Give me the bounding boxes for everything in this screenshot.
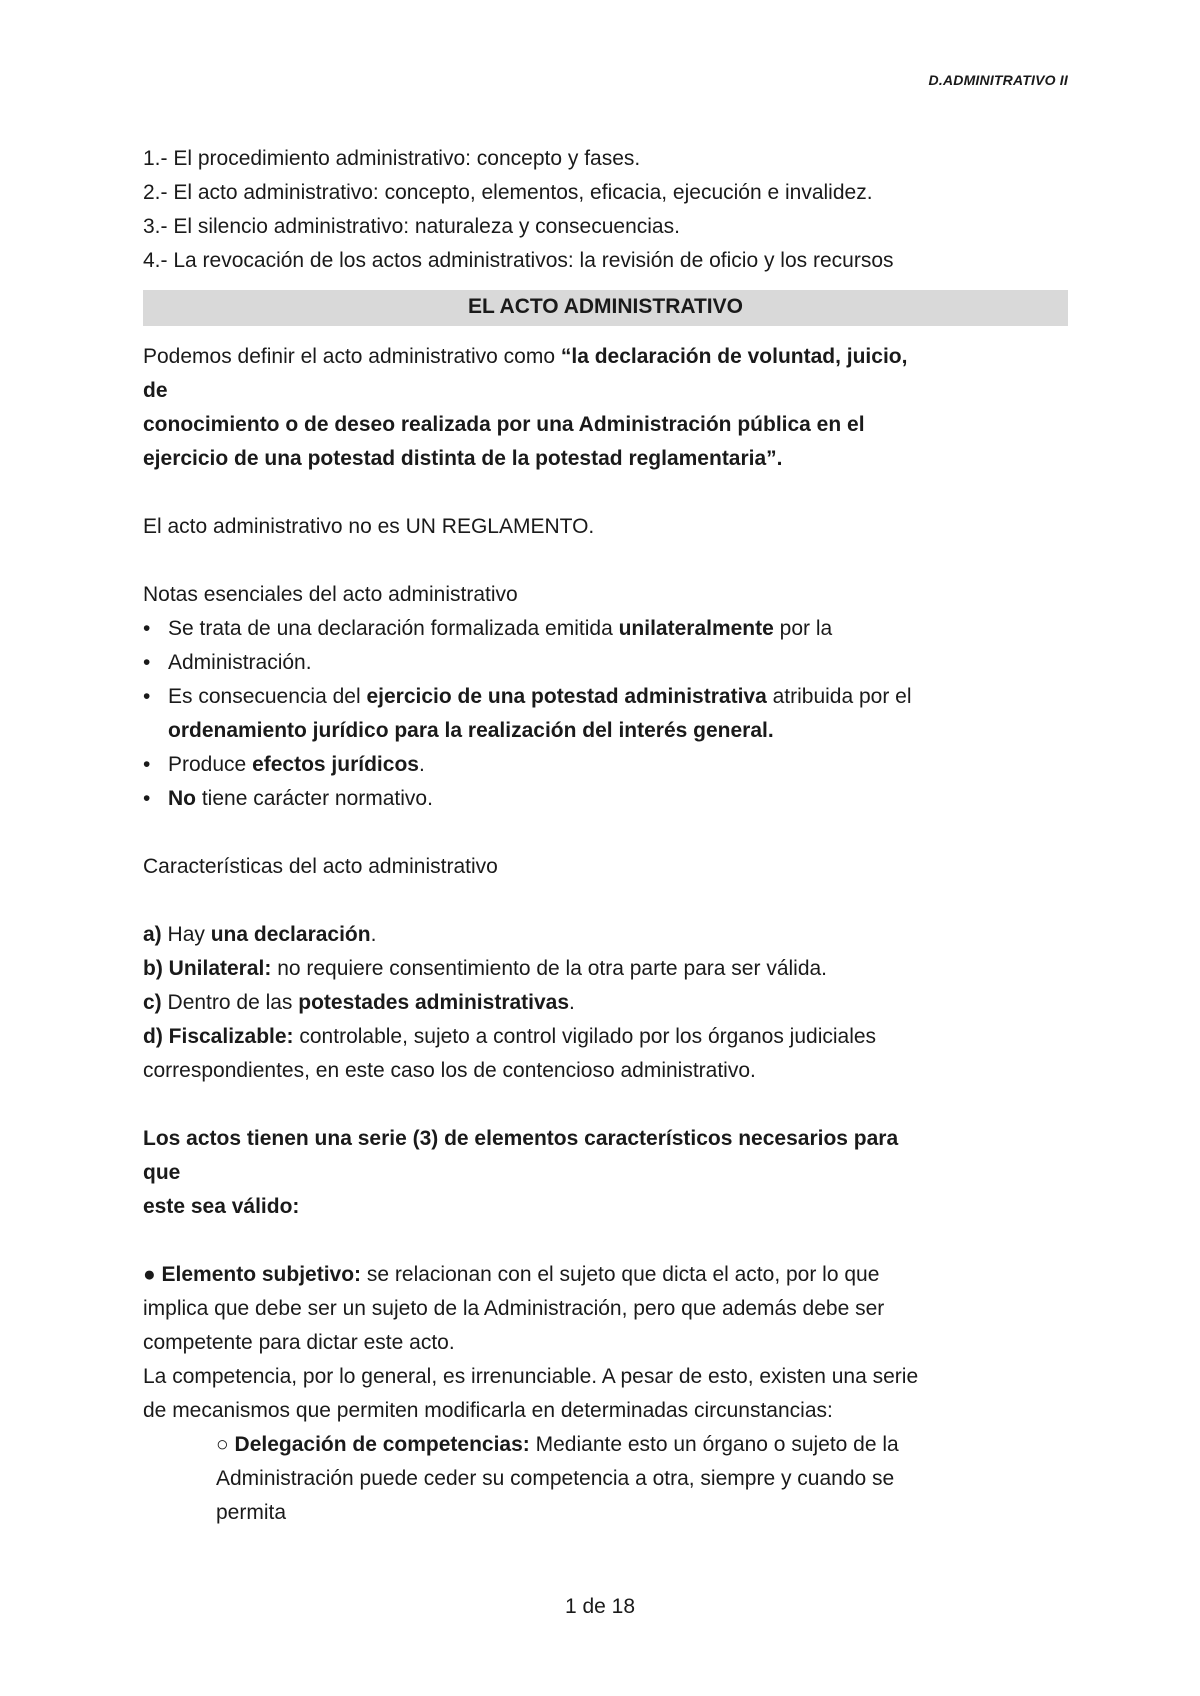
subjective-text: La competencia, por lo general, es irrenunciable. A pesar de esto, existen una serie: [143, 1365, 919, 1388]
char-label: a): [143, 923, 162, 946]
definition-intro: Podemos definir el acto administrativo como: [143, 345, 561, 368]
note-text: Administración.: [168, 651, 312, 674]
definition-bold-3: conocimiento o de deseo realizada por una Administración pública en el: [143, 413, 865, 436]
note-bold: unilateralmente: [618, 617, 774, 640]
elements-heading-line: que: [143, 1161, 181, 1184]
char-label: d) Fiscalizable:: [143, 1025, 294, 1048]
subjective-label: Elemento subjetivo:: [155, 1263, 362, 1286]
elements-heading-line: este sea válido:: [143, 1195, 300, 1218]
bullet-icon: •: [143, 617, 151, 640]
list-item: [143, 680, 1068, 748]
note-bold: efectos jurídicos: [252, 753, 419, 776]
char-label: c): [143, 991, 162, 1014]
char-text: Hay: [161, 923, 211, 946]
delegation-item: [143, 1428, 1068, 1530]
list-item: [143, 612, 1068, 646]
characteristics-title: Características del acto administrativo: [143, 855, 498, 878]
char-text: .: [370, 923, 377, 946]
table-of-contents: [143, 142, 1068, 278]
note-text: Es consecuencia del: [168, 685, 367, 708]
bullet-icon: •: [143, 651, 151, 674]
delegation-text: Mediante esto un órgano o sujeto de la: [529, 1433, 899, 1456]
page-content: [143, 142, 1068, 1530]
notes-title: Notas esenciales del acto administrativo: [143, 583, 518, 606]
subjective-text: competente para dictar este acto.: [143, 1331, 455, 1354]
list-item: [143, 748, 1068, 782]
char-text: controlable, sujeto a control vigilado por los órganos judiciales: [293, 1025, 877, 1048]
note-text: por la: [773, 617, 833, 640]
section-banner: EL ACTO ADMINISTRATIVO: [143, 290, 1068, 326]
page-number: 1 de 18: [564, 1595, 636, 1618]
characteristic-b: [143, 952, 1068, 986]
subjective-text: de mecanismos que permiten modificarla en determinadas circunstancias:: [143, 1399, 833, 1422]
delegation-text: permita: [216, 1501, 287, 1524]
toc-item-3: 3.- El silencio administrativo: naturaleza y consecuencias.: [143, 215, 680, 238]
list-item: [143, 646, 1068, 680]
subjective-element: [143, 1258, 1068, 1428]
subjective-text: se relacionan con el sujeto que dicta el acto, por lo que: [361, 1263, 880, 1286]
subjective-text: implica que debe ser un sujeto de la Administración, pero que además debe ser: [143, 1297, 885, 1320]
char-text: no requiere consentimiento de la otra parte para ser válida.: [271, 957, 828, 980]
char-bold: una declaración: [210, 923, 371, 946]
not-regulation-text: El acto administrativo no es UN REGLAMENTO.: [143, 515, 595, 538]
characteristic-c: [143, 986, 1068, 1020]
note-bold: ordenamiento jurídico para la realización del interés general.: [168, 719, 774, 742]
bullet-icon: •: [143, 787, 151, 810]
list-item: [143, 782, 1068, 816]
characteristic-a: [143, 918, 1068, 952]
toc-item-2: 2.- El acto administrativo: concepto, elementos, eficacia, ejecución e invalidez.: [143, 181, 873, 204]
characteristics-list: [143, 918, 1068, 1088]
delegation-label: Delegación de competencias:: [228, 1433, 530, 1456]
page-header: D.ADMINITRATIVO II: [928, 72, 1068, 88]
char-text: .: [569, 991, 575, 1014]
filled-bullet-icon: ●: [143, 1263, 156, 1286]
notes-list: [143, 612, 1068, 816]
characteristic-d: [143, 1020, 1068, 1054]
char-text: Dentro de las: [161, 991, 299, 1014]
definition-bold-4: ejercicio de una potestad distinta de la potestad reglamentaria”.: [143, 447, 783, 470]
definition-bold-1: “la declaración de voluntad, juicio,: [560, 345, 908, 368]
characteristic-d-continued: correspondientes, en este caso los de contencioso administrativo.: [143, 1059, 756, 1082]
note-text: Se trata de una declaración formalizada emitida: [168, 617, 619, 640]
elements-heading-line: Los actos tienen una serie (3) de elementos característicos necesarios para: [143, 1127, 899, 1150]
elements-heading: [143, 1122, 1068, 1224]
toc-item-1: 1.- El procedimiento administrativo: concepto y fases.: [143, 147, 641, 170]
toc-item-4: 4.- La revocación de los actos administrativos: la revisión de oficio y los recursos: [143, 249, 894, 272]
definition-paragraph: [143, 340, 1068, 476]
char-bold: potestades administrativas: [298, 991, 570, 1014]
essential-notes: [143, 578, 1068, 816]
bullet-icon: •: [143, 753, 151, 776]
note-text: .: [418, 753, 425, 776]
char-label: b) Unilateral:: [143, 957, 272, 980]
definition-bold-2: de: [143, 379, 168, 402]
note-text: tiene carácter normativo.: [196, 787, 433, 810]
delegation-text: Administración puede ceder su competencia a otra, siempre y cuando se: [216, 1467, 895, 1490]
note-text: atribuida por el: [766, 685, 912, 708]
hollow-bullet-icon: ○: [216, 1433, 229, 1456]
note-text: Produce: [168, 753, 253, 776]
note-bold: No: [168, 787, 196, 810]
bullet-icon: •: [143, 685, 151, 708]
note-bold: ejercicio de una potestad administrativa: [366, 685, 767, 708]
